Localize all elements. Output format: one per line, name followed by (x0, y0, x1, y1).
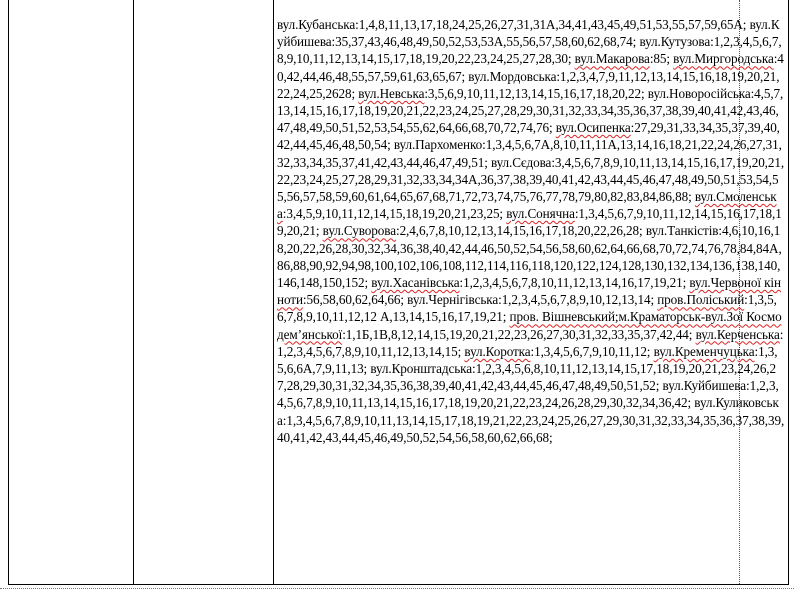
street-name: вул.Макарова (574, 51, 650, 67)
street-name: вул.Червоної кінноти (277, 275, 781, 308)
table-border-bottom (8, 584, 789, 585)
street-name: вул.Керченська (695, 326, 780, 342)
house-numbers: :3,4,5,9,10,11,12,14,15,18,19,20,21,23,25; (282, 206, 503, 222)
street-name: вул.Танкістів (645, 223, 719, 239)
street-name: вул.Куйбишева (662, 378, 747, 394)
house-numbers: :35,37,43,46,48,49,50,52,53,53А,55,56,57,58,60,62,68,74; (331, 34, 637, 50)
house-numbers: :1,3,4,5,6,7,8,9,10,11,13,14,15,17,18,19,21,22,23,24,25,26,27,29,30,31,32,33,34,35,36,37,38,39,40,41,42,43,44,45,46,49,50,52,54,56,58,60,62,66,68; (277, 412, 785, 445)
street-name: вул.Чернігівська (407, 292, 499, 308)
street-entry (358, 86, 644, 101)
street-name: вул.Кронштадська (370, 361, 473, 377)
street-name: вул.Кременчуцька (653, 343, 755, 359)
street-name: вул.Сєдова (490, 154, 552, 170)
street-name: вул.Новоросійська (647, 85, 751, 101)
house-numbers: :1,2,3,4,5,6,7,8,9,10,11,12,13,14,15; (277, 326, 784, 359)
street-entry (575, 51, 670, 66)
street-name: вул.Пархоменко (393, 137, 483, 153)
house-numbers: :1,2,3,4,7,9,11,12,13,14,15,16,18,19,20,21,22,24,25,2628; (277, 68, 780, 101)
house-numbers: :1,2,3,4,5,6,7,8,10,11,12,13,14,16,17,19,21; (459, 275, 687, 291)
street-name: вул.Кубанська (277, 17, 356, 32)
house-numbers: :1,1Б,1В,8,12,14,15,19,20,21,22,23,26,27,30,31,32,33,35,37,42,44; (342, 326, 693, 342)
street-name: вул.Куликовська (277, 395, 779, 428)
street-name: вул.Сонячна (506, 206, 575, 222)
streets-list-cell (277, 16, 785, 446)
house-numbers: :2,4,6,7,8,10,12,13,14,15,16,17,18,20,22,26,28; (396, 223, 643, 239)
street-name: вул.Куйбишева (277, 17, 780, 50)
house-numbers: :56,58,60,62,64,66; (302, 292, 404, 308)
house-numbers: :1,2,3,4,5,6,8,10,11,12,13,14,15,17,18,19,20,21,23,24,26,27,28,29,30,31,32,34,35,36,38,39,40,41,42,43,44,45,46,47,48,49,50,51,52; (277, 361, 776, 394)
house-numbers: :4,6,10,16,18,20,22,26,28,30,32,34,36,38,40,42,44,46,50,52,54,56,58,60,62,64,66,68,70,72,74,76,78,84,84А,86,88,90,92,94,98,100,102,106,108,112,114,116,118,120,122,124,128,130,132,134,136,138,140,146,148,150,152; (277, 223, 782, 291)
house-numbers: :4,5,7,13,14,15,16,17,18,19,20,21,22,23,24,25,27,28,29,30,31,32,33,34,35,36,37,38,39,40,41,42,43,46,47,48,49,50,51,52,53,54,55,62,64,66,68,70,72,74,76; (277, 85, 784, 136)
house-numbers: :1,3,4,5,6,7А,8,10,11,11А,13,14,16,18,21,22,24,26,27,31,32,33,34,35,37,41,42,43,44,46,47,49,51; (277, 137, 782, 170)
street-name: пров.Поліський (657, 292, 745, 308)
house-numbers: :85; (649, 51, 670, 67)
house-numbers: :1,3,5,6,7,8,9,10,11,12,12 А,13,14,15,16,17,19,21; (277, 292, 777, 325)
street-entry (323, 223, 643, 238)
house-numbers: :1,2,3,4,5,6,7,8,9,10,11,13,14,15,16,17,18,19,20,21,22,23,24,26,28,29,30,32,34,36,42; (277, 378, 779, 411)
house-numbers: :1,3,5,6,6А,7,9,11,13; (277, 343, 778, 377)
street-entry (371, 275, 686, 290)
house-numbers: :1,2,3,4,5,6,7,8,9,10,12,13,14; (498, 292, 655, 308)
street-name: вул.Суворова (322, 223, 396, 239)
page-break-line (0, 588, 794, 589)
house-numbers: :1,3,4,5,6,7,9,10,11,12; (530, 343, 651, 359)
house-numbers: :3,5,6,9,10,11,12,13,14,15,16,17,18,20,22; (424, 85, 645, 101)
house-numbers: :40,42,44,46,48,55,57,59,61,63,65,67; (277, 51, 784, 84)
street-name: вул.Мордовська (468, 68, 557, 84)
house-numbers: :3,4,5,6,7,8,9,10,11,13,14,15,16,17,19,20,21,22,23,24,25,27,28,29,31,32,33,34,34А,36,37,38,39,40,41,42,43,44,45,46,47,48,49,50,51,53,54,55,56,57,58,59,60,61,64,65,67,68,71,72,73,74,75,76,77,78,79,80,82,83,84,86,88; (277, 154, 785, 205)
table-border-right (788, 0, 789, 584)
house-numbers: :1,2,3,4,5,6,7,8,9,10,11,12,13,14,15,17,18,19,20,22,23,24,25,27,28,30; (277, 34, 782, 67)
house-numbers: :1,3,4,5,6,7,9,10,11,12,14,15,16,17,18,19,20,21; (277, 206, 782, 239)
street-name: вул.Коротка (464, 343, 531, 359)
street-name: вул.Невська (358, 85, 425, 101)
street-name: пров. Вішневський;м.Краматорськ-вул.Зої Космодем’янської (277, 309, 782, 342)
house-numbers: :1,4,8,11,13,17,18,24,25,26,27,31,31А,34,41,43,45,49,51,53,55,57,59,65А; (355, 17, 747, 32)
street-entry (407, 292, 654, 307)
street-entry (464, 344, 650, 359)
house-numbers: :27,29,31,33,34,35,37,39,40,42,44,45,46,48,50,54; (277, 120, 780, 153)
street-name: вул.Хасанівська (371, 275, 460, 291)
table-column-divider-1 (133, 0, 134, 584)
street-name: вул.Кутузова (639, 34, 711, 50)
street-name: вул.Осипенка (555, 120, 631, 136)
table-column-divider-2 (273, 0, 274, 584)
street-entry (277, 17, 746, 32)
table-border-left (8, 0, 9, 584)
street-name: вул.Миргородська (673, 51, 774, 67)
street-name: вул.Смоленська (277, 189, 777, 222)
